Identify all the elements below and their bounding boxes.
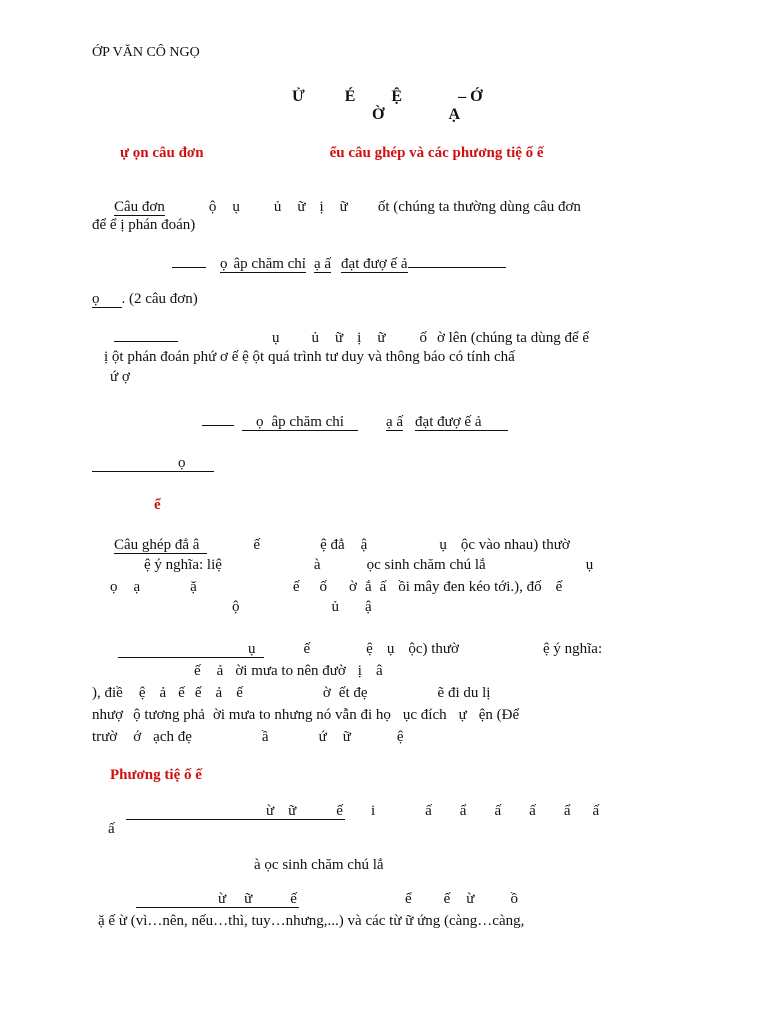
s6-line1: ừ ữ ế ể ế ừ ồ xyxy=(136,890,518,908)
s4-line4: nhượ ộ tương phả ời mưa to nhưng nó vẫn đi họ ục đích ự ện (Để xyxy=(92,707,520,723)
s5-line1: ừ ữ ế i ấ ẩ ấ ấ ẩ ấ xyxy=(126,802,599,820)
doc-header: ỚP VĂN CÔ NGỌ xyxy=(92,45,200,60)
heading-section-3: Phương tiệ ố ế xyxy=(110,767,202,783)
s3-line2: ệ ý nghĩa: liệ à ọc sinh chăm chú lắ ụ xyxy=(144,557,594,573)
s4-line3: ), điề ệ ả ế ế ả ế ờ ết đẹ ẽ đi du lị xyxy=(92,685,491,701)
s2-line3: ứ ợ xyxy=(110,369,130,385)
s3-line4: ộ ủ ậ xyxy=(232,599,372,615)
heading-section-2: ể xyxy=(154,497,161,513)
s3-line3: ọ ạ ặ ế ố ờ ắ ấ ồi mây đen kéo tới.), đố ế xyxy=(110,579,563,595)
s1-example-1: ọ âp chăm chỉ ạ ấ đạt đượ ế ả xyxy=(172,254,506,273)
s6-line2: ặ ế ừ (vì…nên, nếu…thì, tuy…nhưng,...) và các từ ữ ứng (càng…càng, xyxy=(98,913,525,929)
heading-section-1: ự ọn câu đơn ểu câu ghép và các phương tiệ ố ế xyxy=(120,145,544,161)
s1-example-2: ọ . (2 câu đơn) xyxy=(92,291,198,307)
doc-title-line1: Ử É Ệ – Ớ xyxy=(292,88,483,105)
s2-line2: ị ột phán đoán phứ ơ ế ệ ột quá trình tư duy và thông báo có tính chấ xyxy=(104,349,515,365)
s3-line1: Câu ghép đẳ â ế ệ đẳ ậ ụ ộc vào nhau) thườ xyxy=(114,537,570,553)
s2-example-2: ọ xyxy=(92,454,214,472)
s4-line1: ụ ế ệ ụ ộc) thườ ệ ý nghĩa: xyxy=(118,640,602,658)
s2-example-1: ọ âp chăm chỉ ạ ấ đạt đượ ế ả xyxy=(202,412,508,431)
s4-line2: ế ả ời mưa to nên đườ ị â xyxy=(194,663,383,679)
s5-line2: ấ xyxy=(108,821,115,837)
s1-line2: để ể ị phán đoán) xyxy=(92,217,196,233)
s4-line5: trườ ớ ạch đẹ ầ ứ ữ ệ xyxy=(92,729,404,745)
doc-title-line2: Ờ Ạ xyxy=(372,106,461,123)
s1-line1: Câu đơn ộ ụ ủ ữ ị ữ ốt (chúng ta thường dùng câu đơn xyxy=(114,199,581,215)
s2-line1: ụ ủ ữ ị ữ ố ờ lên (chúng ta dùng để ể xyxy=(114,328,589,347)
s5-example: à ọc sinh chăm chú lắ xyxy=(254,857,384,873)
